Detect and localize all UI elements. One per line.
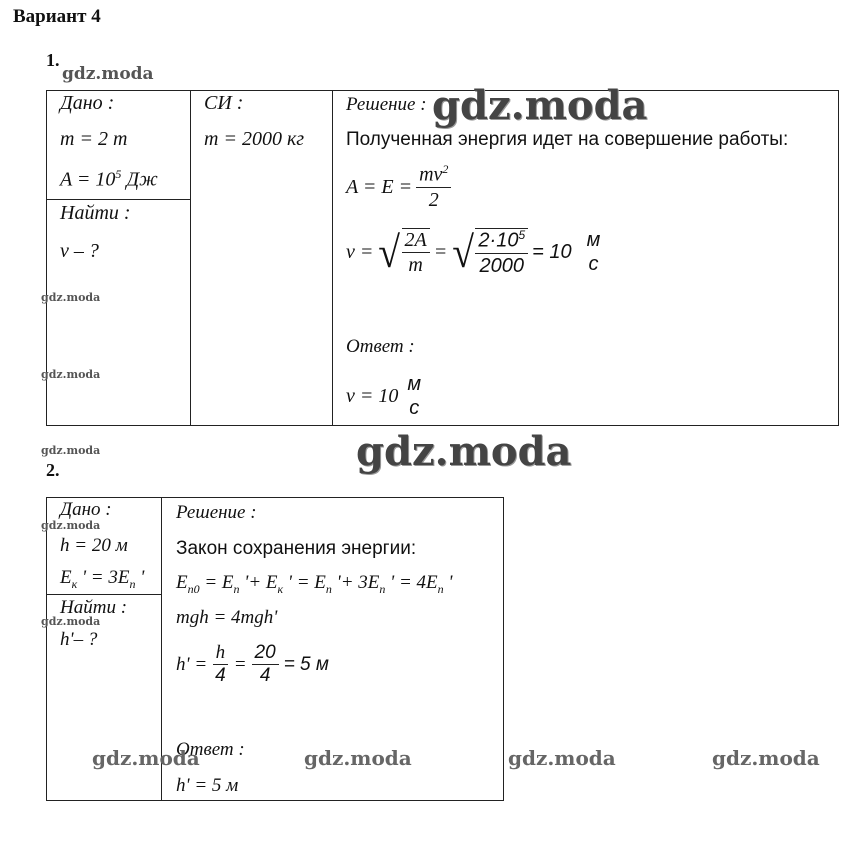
solution-text: Закон сохранения энергии: (176, 538, 417, 559)
watermark: gdz.moda (432, 82, 648, 129)
given-label: Дано : (60, 92, 115, 114)
find-value: v – ? (60, 240, 99, 262)
answer-label: Ответ : (346, 336, 415, 357)
watermark: gdz.moda (41, 615, 101, 628)
given-work: $A = 10^5$ Дж (60, 167, 158, 191)
equation-height: h' = $\frac{h}{4}$ = $\frac{20}{4}$ = 5 м (176, 642, 329, 686)
given-label: Дано : (60, 499, 112, 520)
given-mass: m = 2 т (60, 128, 128, 150)
equation-velocity: v = √ $\frac{2A}{m}$ = √ $\frac{2\cdot 10^5}{2000}$ = 10 м с (346, 227, 601, 277)
table-divider (46, 594, 162, 595)
equation-energy-conservation: $E_{п0} = E_п$ '+ $E_к$ ' = $E_п$ '+ $3E_п$ ' = $4E_п$ ' (176, 572, 453, 596)
table-divider (190, 90, 191, 425)
si-label: СИ : (204, 92, 244, 114)
equation-potential: mgh = 4mgh' (176, 607, 278, 628)
answer-label: Ответ : (176, 739, 245, 760)
solution-label: Решение : (346, 94, 427, 115)
watermark: gdz.moda (356, 428, 572, 475)
watermark: gdz.moda (62, 64, 154, 84)
find-label: Найти : (60, 202, 131, 224)
given-height: h = 20 м (60, 535, 128, 556)
table-divider (332, 90, 333, 425)
si-value: m = 2000 кг (204, 128, 305, 150)
find-label: Найти : (60, 597, 128, 618)
watermark: gdz.moda (712, 746, 820, 770)
solution-label: Решение : (176, 502, 257, 523)
watermark: gdz.moda (92, 746, 200, 770)
page-title: Вариант 4 (13, 6, 101, 27)
watermark: gdz.moda (508, 746, 616, 770)
equation-energy: A = E = $\frac{mv^2}{2}$ (346, 163, 451, 212)
problem-2-number: 2. (46, 460, 60, 480)
answer-value: v = 10 м с (346, 373, 422, 419)
table-divider (46, 199, 191, 200)
find-value: h'– ? (60, 629, 98, 650)
solution-text: Полученная энергия идет на совершение работы: (346, 129, 789, 150)
watermark: gdz.moda (41, 519, 101, 532)
watermark: gdz.moda (41, 291, 101, 304)
watermark: gdz.moda (41, 444, 101, 457)
watermark: gdz.moda (304, 746, 412, 770)
problem-1-number: 1. (46, 50, 60, 70)
answer-value: h' = 5 м (176, 775, 239, 796)
given-energy-relation: $E_к$ ' = $3E_п$ ' (60, 567, 145, 591)
watermark: gdz.moda (41, 368, 101, 381)
